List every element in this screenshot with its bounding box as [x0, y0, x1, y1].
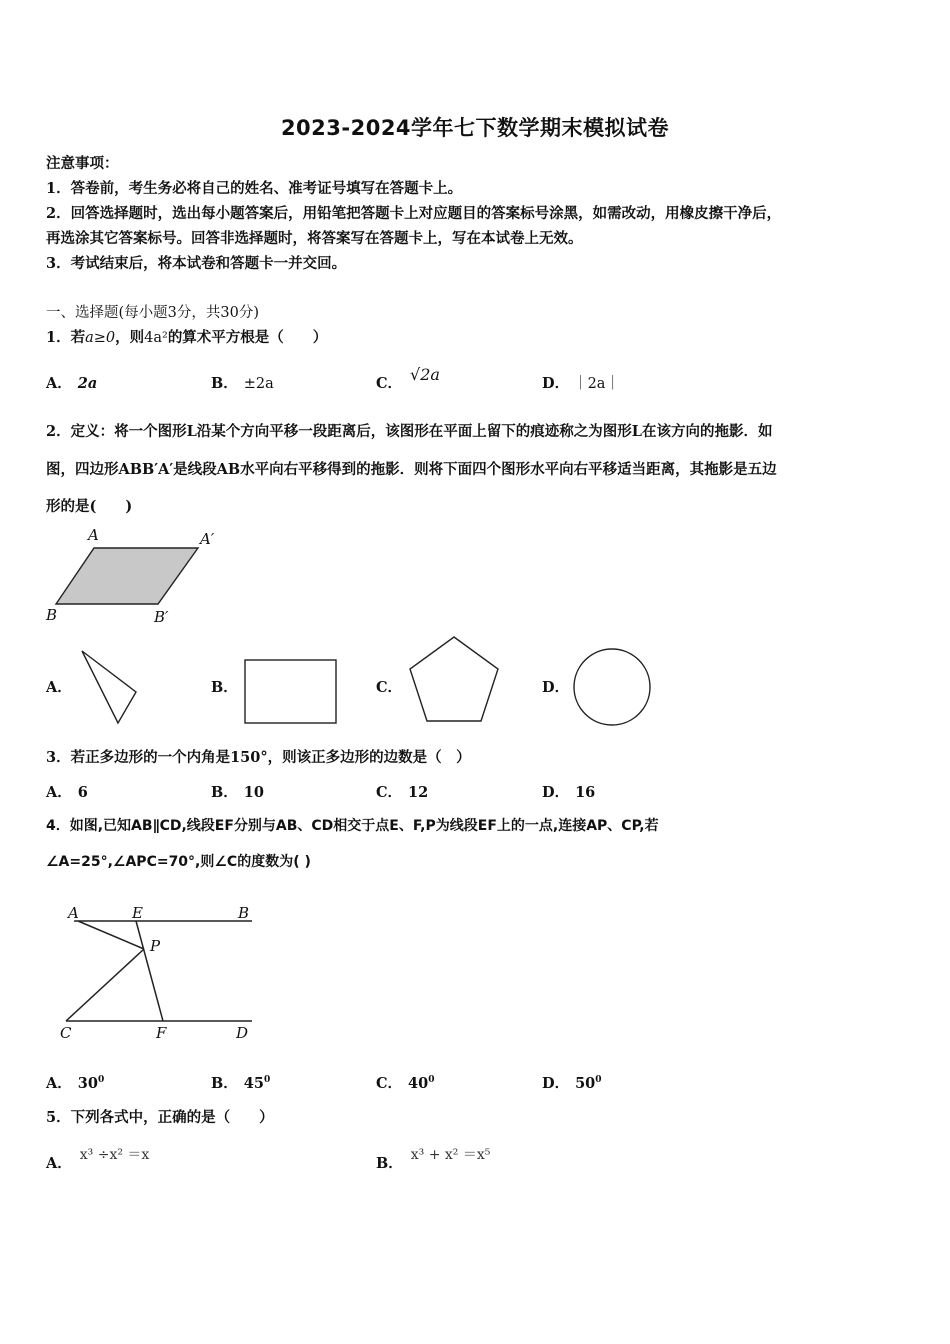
degree-mark: 0: [428, 1075, 435, 1086]
q2-parallelogram-figure: [40, 522, 230, 632]
option-label: C．: [376, 375, 403, 392]
q4-option-b[interactable]: [211, 1072, 270, 1093]
label-f: F: [156, 1024, 167, 1042]
label-e: E: [132, 904, 143, 922]
q3-option-b[interactable]: [211, 781, 264, 802]
notice-heading: 注意事项：: [46, 155, 119, 172]
q5-option-b[interactable]: [376, 1147, 491, 1173]
q3-option-a[interactable]: [46, 781, 88, 802]
option-value: 45: [243, 1075, 264, 1092]
label-a-prime: A′: [200, 530, 215, 548]
q1-option-b[interactable]: [211, 372, 274, 393]
question-5-stem: 5．下列各式中，正确的是（ ）: [46, 1109, 274, 1126]
option-label: D．: [542, 375, 570, 392]
q1-option-d[interactable]: [542, 372, 620, 393]
question-3-stem: 3．若正多边形的一个内角是150°，则该正多边形的边数是（ ）: [46, 749, 471, 766]
label-c: C: [60, 1024, 72, 1042]
label-d: D: [236, 1024, 249, 1042]
option-value: 40: [408, 1075, 429, 1092]
q5-option-a[interactable]: [46, 1147, 150, 1173]
q2-option-c[interactable]: C．: [376, 679, 403, 696]
question-4-line: 4．如图,已知AB∥CD,线段EF分别与AB、CD相交于点E、F,P为线段EF上的一点,连接AP、CP,若: [46, 818, 659, 834]
q1-condition: a≥0: [85, 330, 116, 346]
option-text: 16: [575, 784, 596, 801]
option-label: D．: [542, 1075, 570, 1092]
degree-mark: 0: [595, 1075, 602, 1086]
option-text: x³ ÷x² ＝x: [79, 1147, 150, 1163]
q2-option-b[interactable]: B．: [211, 679, 238, 696]
question-2-line: 形的是( ): [46, 498, 133, 515]
option-text: x³ + x² ＝x⁵: [410, 1147, 491, 1163]
q2-option-d[interactable]: D．: [542, 679, 570, 696]
option-text: ｜2a｜: [573, 376, 620, 392]
q3-option-d[interactable]: [542, 781, 595, 802]
label-b: B: [46, 606, 58, 624]
segment-ap: [78, 921, 144, 949]
section-heading: 一、选择题(每小题3分，共30分): [46, 305, 259, 321]
option-text: 10: [243, 784, 264, 801]
q1-option-a[interactable]: [46, 372, 97, 393]
q1-text: 1．若: [46, 329, 86, 346]
option-label: B．: [211, 375, 238, 392]
q4-option-d[interactable]: [542, 1072, 602, 1093]
question-1-stem: [46, 326, 327, 347]
option-label: B．: [211, 784, 238, 801]
notice-item: 3．考试结束后，将本试卷和答题卡一并交回。: [46, 255, 347, 272]
option-text: √2a: [410, 365, 440, 384]
option-text: ±2a: [243, 376, 274, 392]
option-label: C．: [376, 1075, 403, 1092]
degree-mark: 0: [97, 1075, 105, 1086]
notice-item: 再选涂其它答案标号。回答非选择题时，将答案写在答题卡上，写在本试卷上无效。: [46, 230, 583, 247]
option-label: D．: [542, 784, 570, 801]
option-value: 30: [77, 1075, 98, 1092]
option-label: B．: [211, 1075, 238, 1092]
label-b-prime: B′: [154, 608, 169, 626]
label-p: P: [150, 937, 161, 955]
triangle-shape: [80, 648, 140, 728]
q1-text: 的算术平方根是（ ）: [167, 329, 328, 346]
notice-item: 1．答卷前，考生务必将自己的姓名、准考证号填写在答题卡上。: [46, 180, 463, 197]
rectangle-shape: [244, 659, 338, 725]
label-a: A: [68, 904, 79, 922]
parallelogram-shape: [56, 548, 198, 604]
q3-option-c[interactable]: [376, 781, 428, 802]
option-label: A．: [46, 375, 72, 392]
pentagon-shape: [407, 635, 501, 725]
option-text: 6: [77, 784, 88, 801]
q1-expression: 4a²: [144, 330, 168, 346]
q2-option-a[interactable]: A．: [46, 679, 72, 696]
option-text: 2a: [77, 375, 98, 392]
question-2-line: 图，四边形ABB′A′是线段AB水平向右平移得到的拖影．则将下面四个图形水平向右平移适当距离，其拖影是五边: [46, 461, 777, 478]
segment-cp: [66, 949, 144, 1021]
degree-mark: 0: [263, 1075, 271, 1086]
question-2-line: 2．定义：将一个图形L沿某个方向平移一段距离后，该图形在平面上留下的痕迹称之为图形L在该方向的拖影．如: [46, 423, 773, 440]
option-text: 12: [408, 784, 429, 801]
option-value: 50: [575, 1075, 596, 1092]
q4-parallel-lines-figure: [56, 898, 266, 1048]
circle-shape: [573, 648, 653, 728]
q4-option-a[interactable]: [46, 1072, 104, 1093]
option-label: A．: [46, 1155, 72, 1172]
q1-option-c[interactable]: [376, 365, 440, 393]
q4-option-c[interactable]: [376, 1072, 435, 1093]
option-label: C．: [376, 784, 403, 801]
page-title: 2023-2024学年七下数学期末模拟试卷: [280, 116, 670, 140]
q1-text: ，则: [115, 329, 145, 346]
label-b: B: [238, 904, 250, 922]
notice-item: 2．回答选择题时，选出每小题答案后，用铅笔把答题卡上对应题目的答案标号涂黑，如需改动，用橡皮擦干净后，: [46, 205, 782, 222]
option-label: B．: [376, 1155, 403, 1172]
label-a: A: [88, 526, 99, 544]
option-label: A．: [46, 784, 72, 801]
question-4-line: ∠A=25°,∠APC=70°,则∠C的度数为( ): [46, 854, 311, 870]
segment-ef: [136, 921, 163, 1021]
option-label: A．: [46, 1075, 72, 1092]
